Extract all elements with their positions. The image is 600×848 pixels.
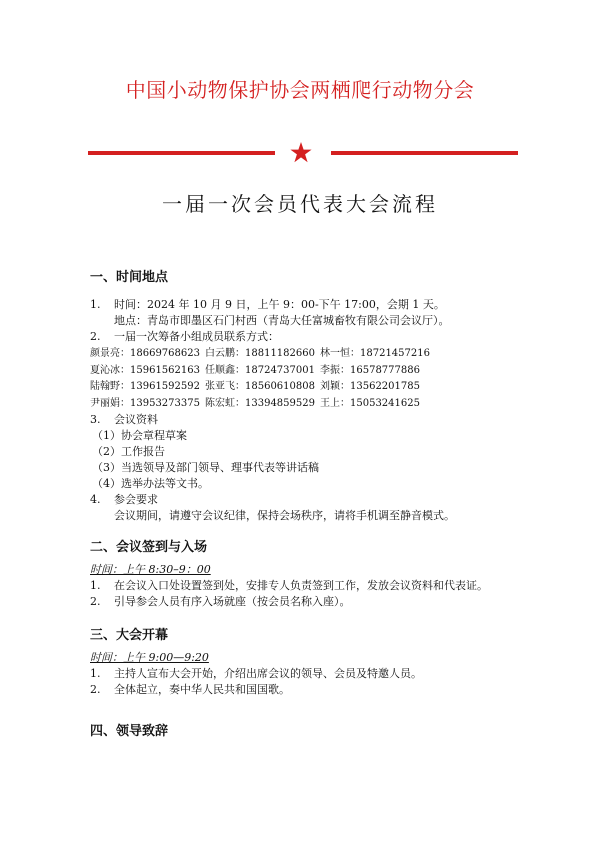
section-heading: 三、大会开幕 [90, 628, 169, 643]
section-time: 时间：上午 8:30–9：00 [90, 563, 211, 576]
time-text: 时间：2024 年 10 月 9 日，上午 9：00-下午 17:00，会期 1 天。 [114, 298, 445, 311]
contact-name: 王上： [320, 397, 350, 409]
divider-line-left [88, 151, 275, 155]
section-opening [90, 626, 550, 698]
list-item [90, 492, 550, 508]
contact-name: 任顺鑫： [205, 364, 245, 376]
requirements-label: 参会要求 [114, 493, 158, 506]
section-heading: 四、领导致辞 [90, 724, 169, 739]
contacts-intro: 一届一次筹备小组成员联系方式： [114, 330, 279, 343]
contact-phone: 18724737001 [245, 364, 315, 376]
item-number: 1. [90, 579, 101, 592]
contact-name: 林一恒： [320, 348, 360, 359]
contact-phone: 13394859529 [245, 397, 315, 409]
item-number: 4. [90, 493, 101, 506]
contact-name: 刘颖： [320, 381, 350, 392]
contact-name: 颜景亮： [90, 348, 130, 359]
contact-name: 张亚飞： [205, 381, 245, 392]
document-body [90, 268, 550, 742]
requirements-text: 会议期间，请遵守会议纪律，保持会场秩序，请将手机调至静音模式。 [114, 509, 455, 522]
contact-phone: 18669768623 [130, 348, 200, 359]
contact-name: 尹丽娟： [90, 397, 130, 409]
item-number: 3. [90, 413, 101, 426]
list-item [90, 412, 550, 428]
section-heading: 二、会议签到与入场 [90, 540, 208, 555]
section-time-location [90, 268, 550, 524]
item-number: 2. [90, 595, 101, 608]
organization-title: 中国小动物保护协会两栖爬行动物分会 [125, 78, 475, 102]
table-row [90, 379, 550, 396]
table-row [90, 346, 550, 363]
section-leader-speech [90, 722, 550, 742]
list-item [90, 594, 550, 610]
item-text: 在会议入口处设置签到处，安排专人负责签到工作，发放会议资料和代表证。 [114, 579, 488, 592]
contact-phone: 13953273375 [130, 397, 200, 409]
item-number: 1. [90, 667, 101, 680]
item-text: 全体起立，奏中华人民共和国国歌。 [114, 683, 290, 696]
document-title: 一届一次会员代表大会流程 [162, 192, 438, 216]
contact-name: 白云鹏： [205, 348, 245, 359]
list-item [90, 329, 550, 345]
item-number: 2. [90, 330, 101, 343]
divider-line-right [331, 151, 518, 155]
item-number: 1. [90, 298, 101, 311]
contact-phone: 15053241625 [350, 397, 420, 409]
materials-label: 会议资料 [114, 413, 158, 426]
red-star-icon [289, 141, 313, 165]
section-check-in [90, 538, 550, 610]
item-text: 主持人宣布大会开始，介绍出席会议的领导、会员及特邀人员。 [114, 667, 422, 680]
contact-phone: 18811182660 [245, 348, 315, 359]
item-number: 2. [90, 683, 101, 696]
list-item [90, 578, 550, 594]
contact-phone: 18721457216 [360, 348, 430, 359]
material-item: （3）当选领导及部门领导、理事代表等讲话稿 [92, 461, 319, 474]
contact-name: 陆翰野： [90, 381, 130, 392]
material-item: （1）协会章程草案 [92, 429, 187, 442]
item-text: 引导参会人员有序入场就座（按会员名称入座）。 [114, 595, 351, 608]
contacts-table [90, 346, 550, 412]
contact-phone: 18560610808 [245, 381, 315, 392]
title-divider [88, 141, 518, 165]
contact-name: 夏沁冰： [90, 364, 130, 376]
material-item: （4）选举办法等文书。 [92, 477, 209, 490]
contact-phone: 13961592592 [130, 381, 200, 392]
table-row [90, 363, 550, 380]
section-heading: 一、时间地点 [90, 270, 169, 285]
list-item [90, 666, 550, 682]
table-row [90, 396, 550, 413]
list-item [90, 297, 550, 313]
contact-phone: 16578777886 [350, 364, 420, 376]
material-item: （2）工作报告 [92, 445, 165, 458]
section-time: 时间：上午 9:00—9:20 [90, 651, 209, 664]
contact-phone: 15961562163 [130, 364, 200, 376]
contact-name: 李振： [320, 364, 350, 376]
contact-phone: 13562201785 [350, 381, 420, 392]
location-text: 地点：青岛市即墨区石门村西（青岛大任富城畜牧有限公司会议厅）。 [114, 314, 450, 327]
contact-name: 陈宏虹： [205, 397, 245, 409]
list-item [90, 682, 550, 698]
